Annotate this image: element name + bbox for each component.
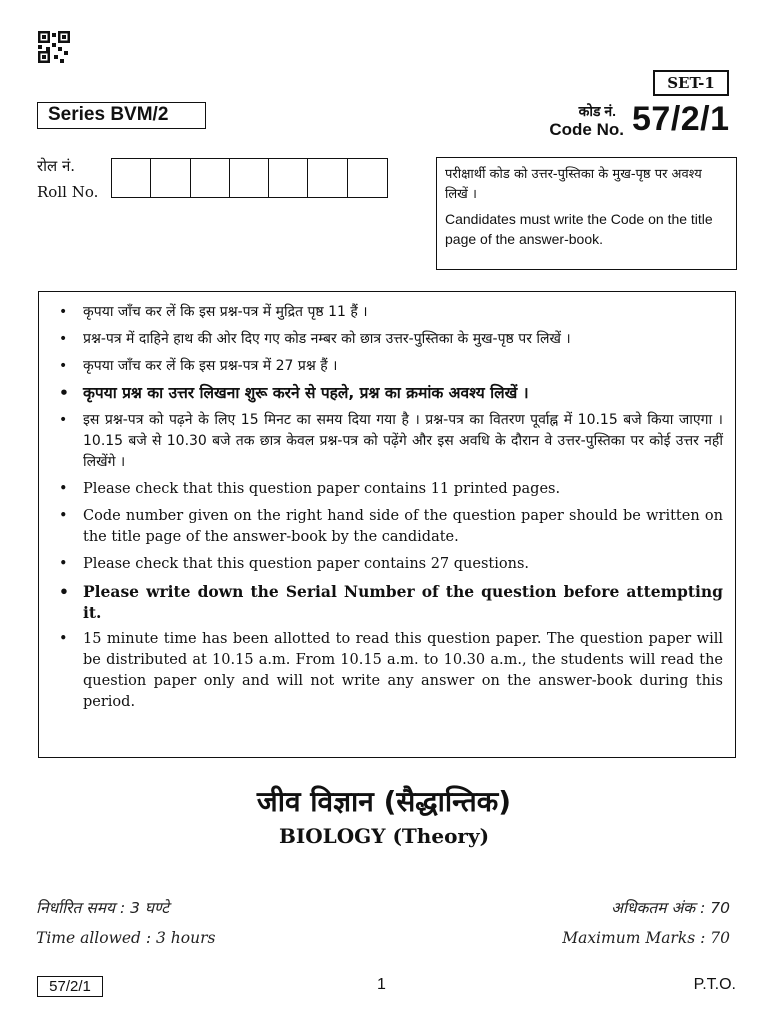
- instruction-item: • 15 minute time has been allotted to read this question paper. The question paper will be distributed at 10.15 a.m. From 10.15 a.m. to 10.30 a.m., the students will read the question paper only and will not write any answer on the answer-book during this period.: [51, 629, 723, 713]
- instruction-item: • Please check that this question paper contains 27 questions.: [51, 554, 723, 575]
- roll-box[interactable]: [230, 159, 269, 197]
- pto-label: P.T.O.: [693, 976, 736, 993]
- code-value: 57/2/1: [632, 100, 730, 138]
- instruction-item: • Please write down the Serial Number of the question before attempting it.: [51, 581, 723, 623]
- roll-box[interactable]: [308, 159, 347, 197]
- footer-code: 57/2/1: [37, 976, 103, 997]
- roll-box[interactable]: [151, 159, 190, 197]
- instruction-item: • इस प्रश्न-पत्र को पढ़ने के लिए 15 मिनट का समय दिया गया है । प्रश्न-पत्र का वितरण पूर्वाह्न में 10.15 बजे किया जाएगा । 10.15 बजे से 10.30 बजे तक छात्र केवल प्रश्न-पत्र को पढ़ेंगे और इस अवधि के दौरान वे उत्तर-पुस्तिका पर कोई उत्तर नहीं लिखेंगे ।: [51, 410, 723, 473]
- roll-number-boxes: [111, 158, 388, 198]
- code-label-hindi: कोड नं.: [578, 103, 616, 119]
- roll-box[interactable]: [348, 159, 387, 197]
- instruction-item: • कृपया जाँच कर लें कि इस प्रश्न-पत्र में मुद्रित पृष्ठ 11 हैं ।: [51, 302, 723, 323]
- instructions-box: [38, 291, 736, 758]
- page-number: 1: [377, 976, 386, 993]
- instruction-item: • प्रश्न-पत्र में दाहिने हाथ की ओर दिए गए कोड नम्बर को छात्र उत्तर-पुस्तिका के मुख-पृष्ठ पर लिखें ।: [51, 329, 723, 350]
- code-note-english: Candidates must write the Code on the title page of the answer-book.: [445, 211, 713, 247]
- roll-box[interactable]: [112, 159, 151, 197]
- roll-box[interactable]: [269, 159, 308, 197]
- roll-label-hindi: रोल नं.: [37, 157, 76, 175]
- instruction-item: • Code number given on the right hand side of the question paper should be written on the title page of the answer-book by the candidate.: [51, 506, 723, 548]
- max-marks-english: Maximum Marks : 70: [562, 929, 730, 947]
- roll-label-english: Roll No.: [37, 183, 99, 201]
- code-note-box: [436, 157, 737, 270]
- set-label: SET-1: [653, 70, 729, 96]
- max-marks-hindi: अधिकतम अंक : 70: [611, 899, 730, 917]
- subject-title-hindi: जीव विज्ञान (सैद्धान्तिक): [256, 785, 512, 818]
- subject-title-english: BIOLOGY (Theory): [278, 824, 490, 848]
- code-note-hindi: परीक्षार्थी कोड को उत्तर-पुस्तिका के मुख-पृष्ठ पर अवश्य लिखें ।: [445, 167, 702, 202]
- series-label: Series BVM/2: [37, 102, 206, 129]
- instruction-item: • Please check that this question paper contains 11 printed pages.: [51, 479, 723, 500]
- instruction-item: • कृपया जाँच कर लें कि इस प्रश्न-पत्र में 27 प्रश्न हैं ।: [51, 356, 723, 377]
- time-allowed-hindi: निर्धारित समय : 3 घण्टे: [36, 899, 170, 917]
- time-allowed-english: Time allowed : 3 hours: [36, 929, 216, 947]
- qr-code-icon: [38, 31, 70, 63]
- instruction-item: • कृपया प्रश्न का उत्तर लिखना शुरू करने से पहले, प्रश्न का क्रमांक अवश्य लिखें ।: [51, 383, 723, 404]
- code-label-english: Code No.: [549, 120, 624, 139]
- roll-box[interactable]: [191, 159, 230, 197]
